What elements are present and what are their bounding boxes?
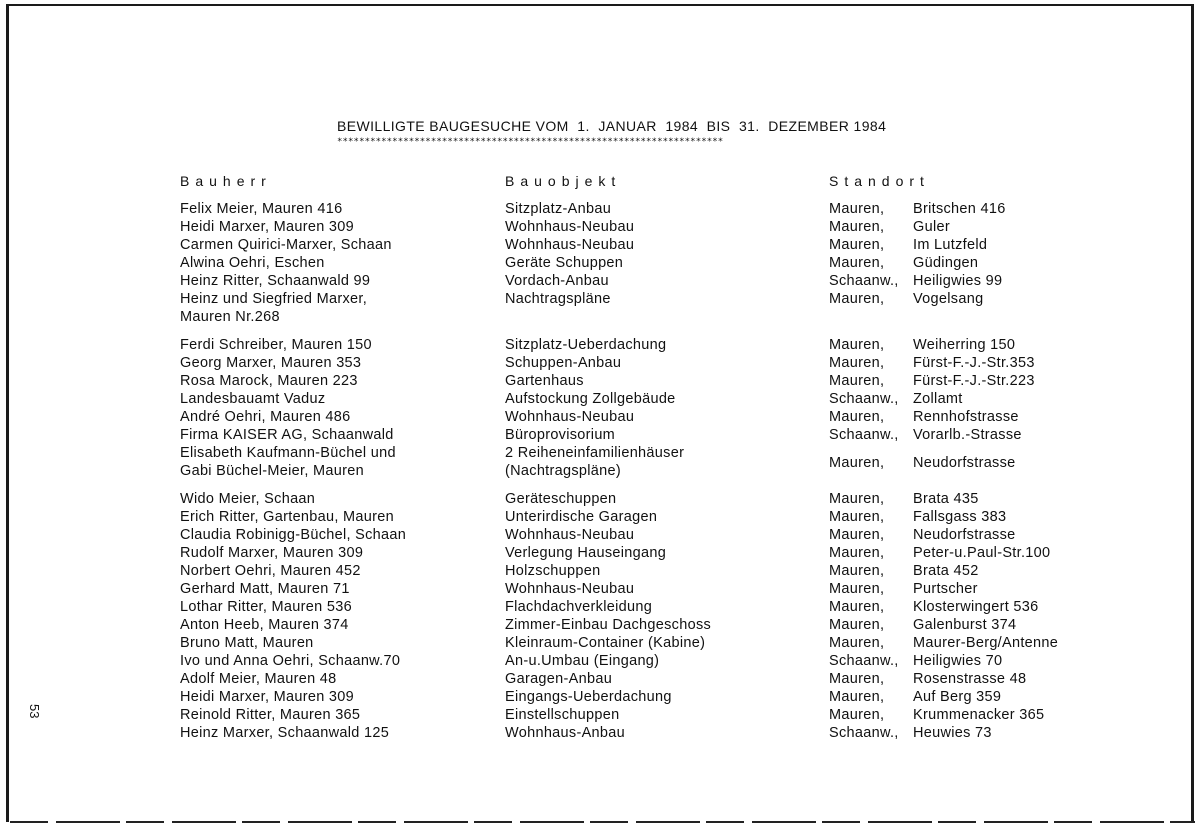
- table-row: [0, 372, 1200, 390]
- bauobjekt-cell: Schuppen-Anbau: [505, 355, 622, 371]
- table-row: [0, 616, 1200, 634]
- bauobjekt-cell: An-u.Umbau (Eingang): [505, 653, 660, 669]
- standort-ort: Mauren,: [829, 455, 885, 471]
- bauobjekt-cell: Wohnhaus-Neubau: [505, 527, 635, 543]
- standort-lage: Guler: [913, 219, 950, 235]
- standort-lage: Neudorfstrasse: [913, 527, 1016, 543]
- bauobjekt-cell: Eingangs-Ueberdachung: [505, 689, 672, 705]
- table-row: [0, 254, 1200, 272]
- bauherr-cell: Ferdi Schreiber, Mauren 150: [180, 337, 372, 353]
- bauherr-cell: Norbert Oehri, Mauren 452: [180, 563, 361, 579]
- bauherr-cell: Elisabeth Kaufmann-Büchel und: [180, 445, 396, 461]
- standort-lage: Fürst-F.-J.-Str.223: [913, 373, 1035, 389]
- bauobjekt-cell: Verlegung Hauseingang: [505, 545, 667, 561]
- table-row: [0, 236, 1200, 254]
- table-row: [0, 218, 1200, 236]
- column-header-bauherr: Bauherr: [180, 173, 272, 189]
- bauherr-cell: Heidi Marxer, Mauren 309: [180, 219, 355, 235]
- standort-lage: Im Lutzfeld: [913, 237, 988, 253]
- column-header-bauobjekt: Bauobjekt: [505, 173, 622, 189]
- bauherr-cell: Gabi Büchel-Meier, Mauren: [180, 463, 364, 479]
- table-row: [0, 426, 1200, 444]
- bauherr-cell: Rudolf Marxer, Mauren 309: [180, 545, 364, 561]
- standort-lage: Brata 452: [913, 563, 979, 579]
- standort-lage: Krummenacker 365: [913, 707, 1045, 723]
- table-row: [0, 598, 1200, 616]
- bauherr-cell: Mauren Nr.268: [180, 309, 280, 325]
- standort-ort: Mauren,: [829, 581, 885, 597]
- standort-ort: Mauren,: [829, 545, 885, 561]
- standort-ort: Mauren,: [829, 617, 885, 633]
- table-row: [0, 336, 1200, 354]
- table-row: [0, 634, 1200, 652]
- table-row: [0, 670, 1200, 688]
- table-row: [0, 508, 1200, 526]
- bauobjekt-cell: Wohnhaus-Anbau: [505, 725, 626, 741]
- bauherr-cell: Lothar Ritter, Mauren 536: [180, 599, 352, 615]
- bauobjekt-cell: 2 Reiheneinfamilienhäuser: [505, 445, 685, 461]
- table-row: [0, 544, 1200, 562]
- bauherr-cell: Anton Heeb, Mauren 374: [180, 617, 349, 633]
- bauobjekt-cell: Geräte Schuppen: [505, 255, 624, 271]
- bauobjekt-cell: Nachtragspläne: [505, 291, 611, 307]
- table-row: [0, 200, 1200, 218]
- bauobjekt-cell: Vordach-Anbau: [505, 273, 609, 289]
- standort-lage: Heiligwies 99: [913, 273, 1003, 289]
- standort-lage: Weiherring 150: [913, 337, 1016, 353]
- standort-lage: Auf Berg 359: [913, 689, 1002, 705]
- bauobjekt-cell: Wohnhaus-Neubau: [505, 581, 635, 597]
- standort-ort: Mauren,: [829, 635, 885, 651]
- standort-ort: Schaanw.,: [829, 427, 899, 443]
- standort-ort: Mauren,: [829, 707, 885, 723]
- standort-ort: Mauren,: [829, 237, 885, 253]
- standort-lage: Klosterwingert 536: [913, 599, 1039, 615]
- table-row: [0, 580, 1200, 598]
- bauherr-cell: Georg Marxer, Mauren 353: [180, 355, 362, 371]
- standort-lage: Heuwies 73: [913, 725, 992, 741]
- bauobjekt-cell: Unterirdische Garagen: [505, 509, 658, 525]
- bauobjekt-cell: Sitzplatz-Anbau: [505, 201, 612, 217]
- table-row: [0, 290, 1200, 308]
- standort-ort: Mauren,: [829, 689, 885, 705]
- standort-ort: Mauren,: [829, 509, 885, 525]
- page-bottom-edge: [10, 821, 1195, 823]
- bauherr-cell: Heinz und Siegfried Marxer,: [180, 291, 368, 307]
- bauherr-cell: Rosa Marock, Mauren 223: [180, 373, 358, 389]
- table-row: [0, 272, 1200, 290]
- table-row: [0, 490, 1200, 508]
- document-title: BEWILLIGTE BAUGESUCHE VOM 1. JANUAR 1984 BIS 31. DEZEMBER 1984: [337, 118, 887, 134]
- standort-ort: Mauren,: [829, 563, 885, 579]
- bauobjekt-cell: Geräteschuppen: [505, 491, 617, 507]
- bauherr-cell: Adolf Meier, Mauren 48: [180, 671, 337, 687]
- bauherr-cell: Erich Ritter, Gartenbau, Mauren: [180, 509, 395, 525]
- standort-lage: Güdingen: [913, 255, 979, 271]
- standort-lage: Heiligwies 70: [913, 653, 1003, 669]
- standort-lage: Neudorfstrasse: [913, 455, 1016, 471]
- bauobjekt-cell: Kleinraum-Container (Kabine): [505, 635, 706, 651]
- bauobjekt-cell: Aufstockung Zollgebäude: [505, 391, 676, 407]
- bauherr-cell: Heinz Marxer, Schaanwald 125: [180, 725, 390, 741]
- standort-lage: Rennhofstrasse: [913, 409, 1019, 425]
- standort-ort: Mauren,: [829, 355, 885, 371]
- bauherr-cell: Reinold Ritter, Mauren 365: [180, 707, 361, 723]
- standort-ort: Mauren,: [829, 201, 885, 217]
- bauobjekt-cell: Holzschuppen: [505, 563, 601, 579]
- bauherr-cell: Ivo und Anna Oehri, Schaanw.70: [180, 653, 401, 669]
- page-number: 53: [27, 704, 42, 719]
- standort-ort: Mauren,: [829, 255, 885, 271]
- standort-ort: Mauren,: [829, 491, 885, 507]
- bauherr-cell: Bruno Matt, Mauren: [180, 635, 314, 651]
- standort-lage: Rosenstrasse 48: [913, 671, 1027, 687]
- bauobjekt-cell: Wohnhaus-Neubau: [505, 237, 635, 253]
- standort-lage: Fürst-F.-J.-Str.353: [913, 355, 1035, 371]
- standort-ort: Mauren,: [829, 291, 885, 307]
- standort-lage: Maurer-Berg/Antenne: [913, 635, 1059, 651]
- standort-lage: Britschen 416: [913, 201, 1006, 217]
- bauherr-cell: Claudia Robinigg-Büchel, Schaan: [180, 527, 407, 543]
- bauherr-cell: Firma KAISER AG, Schaanwald: [180, 427, 394, 443]
- bauobjekt-cell: Zimmer-Einbau Dachgeschoss: [505, 617, 712, 633]
- bauobjekt-cell: Einstellschuppen: [505, 707, 620, 723]
- standort-lage: Zollamt: [913, 391, 963, 407]
- table-row: [0, 308, 1200, 326]
- standort-ort: Mauren,: [829, 671, 885, 687]
- bauobjekt-cell: Wohnhaus-Neubau: [505, 409, 635, 425]
- standort-ort: Schaanw.,: [829, 391, 899, 407]
- standort-lage: Vorarlb.-Strasse: [913, 427, 1022, 443]
- standort-ort: Mauren,: [829, 337, 885, 353]
- standort-lage: Purtscher: [913, 581, 978, 597]
- merged-standort-row: [0, 454, 1200, 472]
- bauherr-cell: Landesbauamt Vaduz: [180, 391, 326, 407]
- table-row: [0, 652, 1200, 670]
- column-header-standort: Standort: [829, 173, 930, 189]
- table-row: [0, 526, 1200, 544]
- bauobjekt-cell: Flachdachverkleidung: [505, 599, 653, 615]
- bauherr-cell: Wido Meier, Schaan: [180, 491, 316, 507]
- table-row: [0, 706, 1200, 724]
- standort-ort: Mauren,: [829, 409, 885, 425]
- standort-ort: Schaanw.,: [829, 273, 899, 289]
- bauherr-cell: André Oehri, Mauren 486: [180, 409, 351, 425]
- table-row: [0, 408, 1200, 426]
- standort-ort: Mauren,: [829, 527, 885, 543]
- bauherr-cell: Heinz Ritter, Schaanwald 99: [180, 273, 371, 289]
- standort-ort: Schaanw.,: [829, 725, 899, 741]
- bauobjekt-cell: Büroprovisorium: [505, 427, 616, 443]
- bauherr-cell: Felix Meier, Mauren 416: [180, 201, 343, 217]
- standort-ort: Mauren,: [829, 373, 885, 389]
- bauobjekt-cell: Gartenhaus: [505, 373, 584, 389]
- bauobjekt-cell: Garagen-Anbau: [505, 671, 613, 687]
- standort-lage: Fallsgass 383: [913, 509, 1007, 525]
- standort-lage: Brata 435: [913, 491, 979, 507]
- bauherr-cell: Alwina Oehri, Eschen: [180, 255, 325, 271]
- bauherr-cell: Carmen Quirici-Marxer, Schaan: [180, 237, 392, 253]
- standort-lage: Peter-u.Paul-Str.100: [913, 545, 1051, 561]
- bauherr-cell: Gerhard Matt, Mauren 71: [180, 581, 350, 597]
- table-row: [0, 562, 1200, 580]
- bauobjekt-cell: Sitzplatz-Ueberdachung: [505, 337, 667, 353]
- bauherr-cell: Heidi Marxer, Mauren 309: [180, 689, 355, 705]
- table-row: [0, 390, 1200, 408]
- standort-ort: Mauren,: [829, 219, 885, 235]
- standort-ort: Schaanw.,: [829, 653, 899, 669]
- standort-ort: Mauren,: [829, 599, 885, 615]
- title-underline: **********************************************************************: [337, 137, 724, 147]
- bauobjekt-cell: Wohnhaus-Neubau: [505, 219, 635, 235]
- standort-lage: Vogelsang: [913, 291, 984, 307]
- table-row: [0, 354, 1200, 372]
- bauobjekt-cell: (Nachtragspläne): [505, 463, 622, 479]
- table-row: [0, 724, 1200, 742]
- standort-lage: Galenburst 374: [913, 617, 1017, 633]
- table-row: [0, 688, 1200, 706]
